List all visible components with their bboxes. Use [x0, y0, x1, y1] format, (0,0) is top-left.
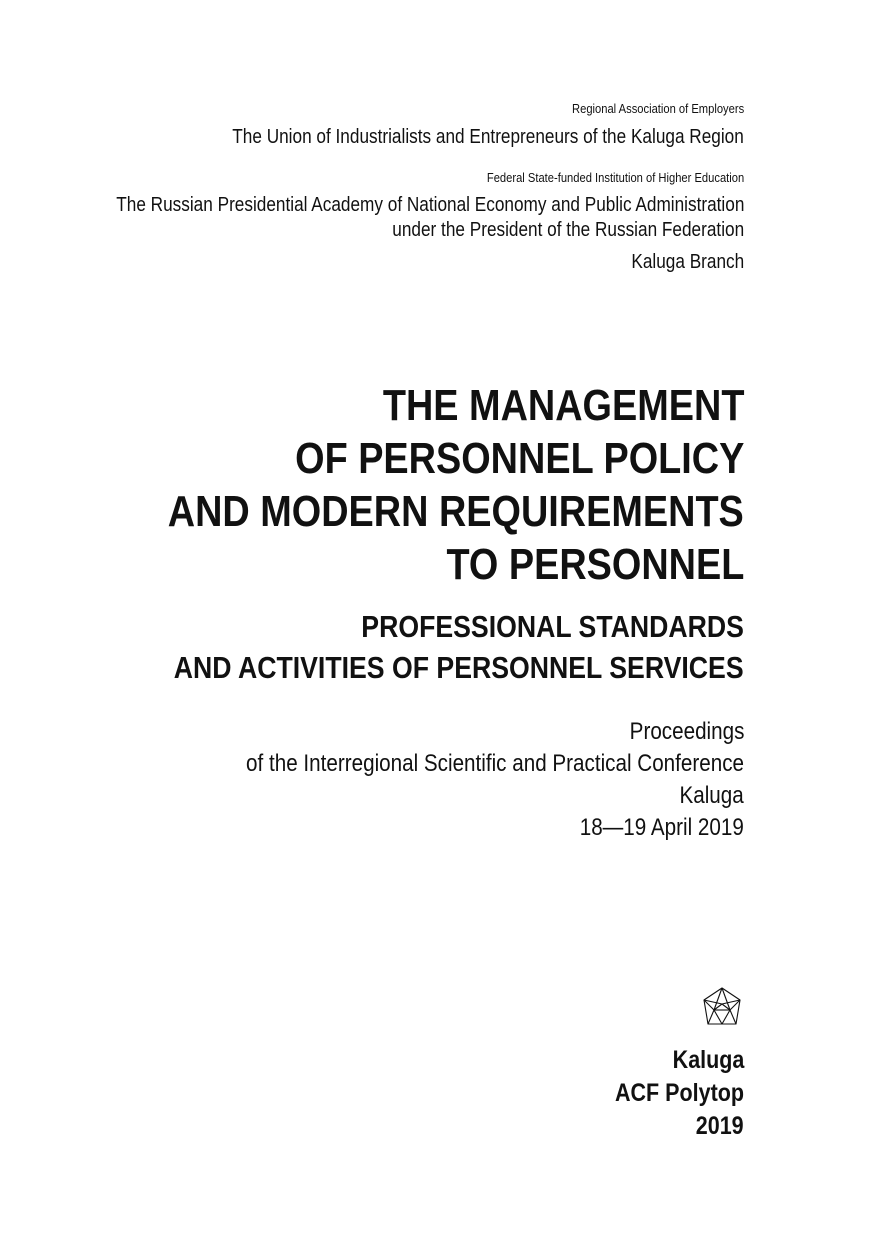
institution-kind: Federal State-funded Institution of Higher Education	[486, 170, 744, 185]
publication-year: 2019	[696, 1112, 744, 1140]
main-title-line3: AND MODERN REQUIREMENTS	[167, 487, 744, 536]
main-title-line4: TO PERSONNEL	[446, 540, 744, 589]
main-title-line1: THE MANAGEMENT	[382, 381, 744, 430]
branch-name: Kaluga Branch	[631, 251, 744, 273]
institution-name-line1: The Russian Presidential Academy of National Economy and Public Administration	[115, 194, 744, 216]
publisher-name: ACF Polytop	[615, 1079, 744, 1107]
subtitle-line1: PROFESSIONAL STANDARDS	[361, 609, 744, 644]
proceedings-line1: Proceedings	[629, 718, 744, 745]
polytope-logo-icon	[700, 986, 744, 1030]
institution-name-line2: under the President of the Russian Federation	[392, 219, 744, 241]
association-name: The Union of Industrialists and Entrepreneurs of the Kaluga Region	[232, 126, 744, 148]
main-title-line2: OF PERSONNEL POLICY	[294, 434, 744, 483]
proceedings-date: 18—19 April 2019	[579, 814, 744, 841]
association-kind: Regional Association of Employers	[571, 101, 744, 116]
subtitle-line2: AND ACTIVITIES OF PERSONNEL SERVICES	[174, 650, 744, 685]
publisher-city: Kaluga	[672, 1046, 744, 1074]
proceedings-city: Kaluga	[679, 782, 744, 809]
proceedings-line2: of the Interregional Scientific and Practical Conference	[246, 750, 744, 777]
